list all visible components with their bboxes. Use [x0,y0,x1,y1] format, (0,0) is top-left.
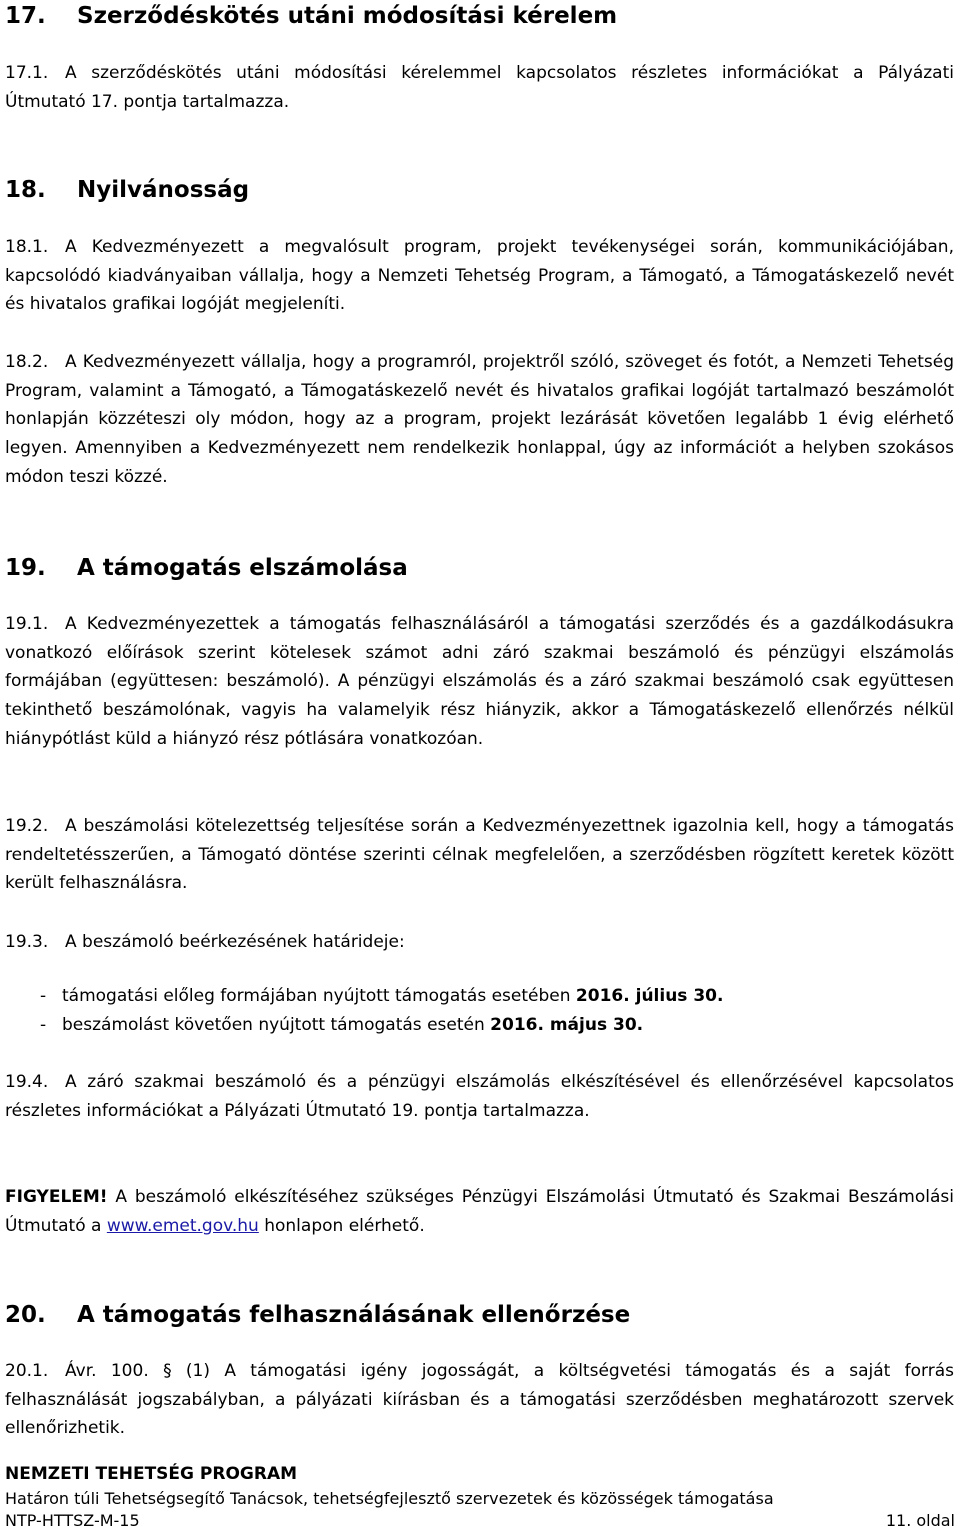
paragraph-number: 19.1. [5,614,49,634]
paragraph-19-2 [5,812,954,898]
list-item-text: támogatási előleg formájában nyújtott támogatás esetében [62,986,576,1006]
paragraph-18-1 [5,233,954,319]
footer-subtitle: Határon túli Tehetségsegítő Tanácsok, tehetségfejlesztő szervezetek és közösségek támogatása [5,1489,774,1508]
paragraph-20-1 [5,1357,954,1443]
paragraph-text: Ávr. 100. § (1) A támogatási igény jogosságát, a költségvetési támogatás és a saját forrás felhasználását jogszabályban, a pályázati kiírásban és a támogatási szerződésben meghatározott szervek ellenőrizhetik. [5,1361,954,1439]
paragraph-number: 17.1. [5,63,49,83]
list-item [40,1011,940,1040]
section-title: Nyilvánosság [77,177,250,203]
section-number: 18. [5,177,46,203]
notice-label: FIGYELEM! [5,1187,108,1207]
section-number: 20. [5,1302,46,1328]
notice-paragraph [5,1183,954,1240]
section-number: 17. [5,3,46,29]
paragraph-number: 20.1. [5,1361,49,1381]
paragraph-number: 18.2. [5,352,49,372]
emet-website-link[interactable]: www.emet.gov.hu [106,1215,259,1236]
paragraph-number: 19.3. [5,932,49,952]
page-number: 11. oldal [885,1511,955,1530]
paragraph-18-2 [5,348,954,492]
list-dash: - [40,986,47,1006]
paragraph-19-3 [5,928,954,957]
paragraph-17-1 [5,59,954,116]
section-19-heading [5,554,408,582]
notice-text-end: honlapon elérhető. [258,1215,425,1236]
paragraph-19-4 [5,1068,954,1125]
deadline-list [40,982,940,1039]
list-item-date: 2016. július 30. [575,986,724,1006]
section-title: A támogatás elszámolása [77,555,408,581]
paragraph-text: A beszámolási kötelezettség teljesítése során a Kedvezményezettnek igazolnia kell, hogy a támogatás rendeltetésszerűen, a Támogató döntése szerinti célnak megfelelően, a szerződésben rögzített keretek között került felhasználásra. [5,816,954,894]
paragraph-text: A Kedvezményezettek a támogatás felhasználásáról a támogatási szerződés és a gazdálkodásukra vonatkozó előírások szerint kötelesek számot adni záró szakmai beszámoló és pénzügyi elszámolás formájában (együttesen: beszámoló). A pénzügyi elszámolás és a záró szakmai beszámoló csak együttesen tekinthető beszámolónak, vagyis ha valamelyik rész hiányzik, akkor a Támogatáskezelő ellenőrzés nélkül hiánypótlást küld a hiányzó rész pótlására vonatkozóan. [5,614,954,749]
paragraph-text: A Kedvezményezett vállalja, hogy a programról, projektről szóló, szöveget és fotót, a Nemzeti Tehetség Program, valamint a Támogató, a Támogatáskezelő nevét és hivatalos grafikai logóját tartalmazó beszámolót honlapján közzéteszi oly módon, hogy az a program, projekt lezárását követően legalább 1 évig elérhető legyen. Amennyiben a Kedvezményezett nem rendelkezik honlappal, úgy az információt a helyben szokásos módon teszi közzé. [5,352,954,487]
paragraph-number: 19.2. [5,816,49,836]
list-item-date: 2016. május 30. [490,1014,644,1035]
paragraph-text: A Kedvezményezett a megvalósult program, projekt tevékenységei során, kommunikációjában, kapcsolódó kiadványaiban vállalja, hogy a Nemzeti Tehetség Program, a Támogató, a Támogatáskezelő nevét és hivatalos grafikai logóját megjeleníti. [5,237,954,315]
section-number: 19. [5,555,46,581]
section-18-heading [5,176,249,204]
paragraph-text: A záró szakmai beszámoló és a pénzügyi elszámolás elkészítésével és ellenőrzésével kapcsolatos részletes információkat a Pályázati Útmutató 19. pontja tartalmazza. [5,1072,954,1121]
list-item-text: beszámolást követően nyújtott támogatás esetén [62,1014,491,1035]
paragraph-number: 18.1. [5,237,49,257]
list-dash: - [40,1014,47,1035]
section-20-heading [5,1301,630,1329]
footer-program-title: NEMZETI TEHETSÉG PROGRAM [5,1464,298,1484]
section-title: Szerződéskötés utáni módosítási kérelem [77,3,618,29]
list-item [40,982,940,1011]
paragraph-text: A szerződéskötés utáni módosítási kérelemmel kapcsolatos részletes információkat a Pályázati Útmutató 17. pontja tartalmazza. [5,63,954,112]
paragraph-text: A beszámoló beérkezésének határideje: [65,932,405,952]
footer-code: NTP-HTTSZ-M-15 [5,1511,140,1530]
section-17-heading [5,2,617,30]
notice-text: A beszámoló elkészítéséhez szükséges Pénzügyi Elszámolási Útmutató és Szakmai Beszámolási Útmutató a [5,1187,954,1236]
footer-row [5,1510,955,1532]
paragraph-number: 19.4. [5,1072,49,1092]
section-title: A támogatás felhasználásának ellenőrzése [77,1302,631,1328]
paragraph-19-1 [5,610,954,754]
